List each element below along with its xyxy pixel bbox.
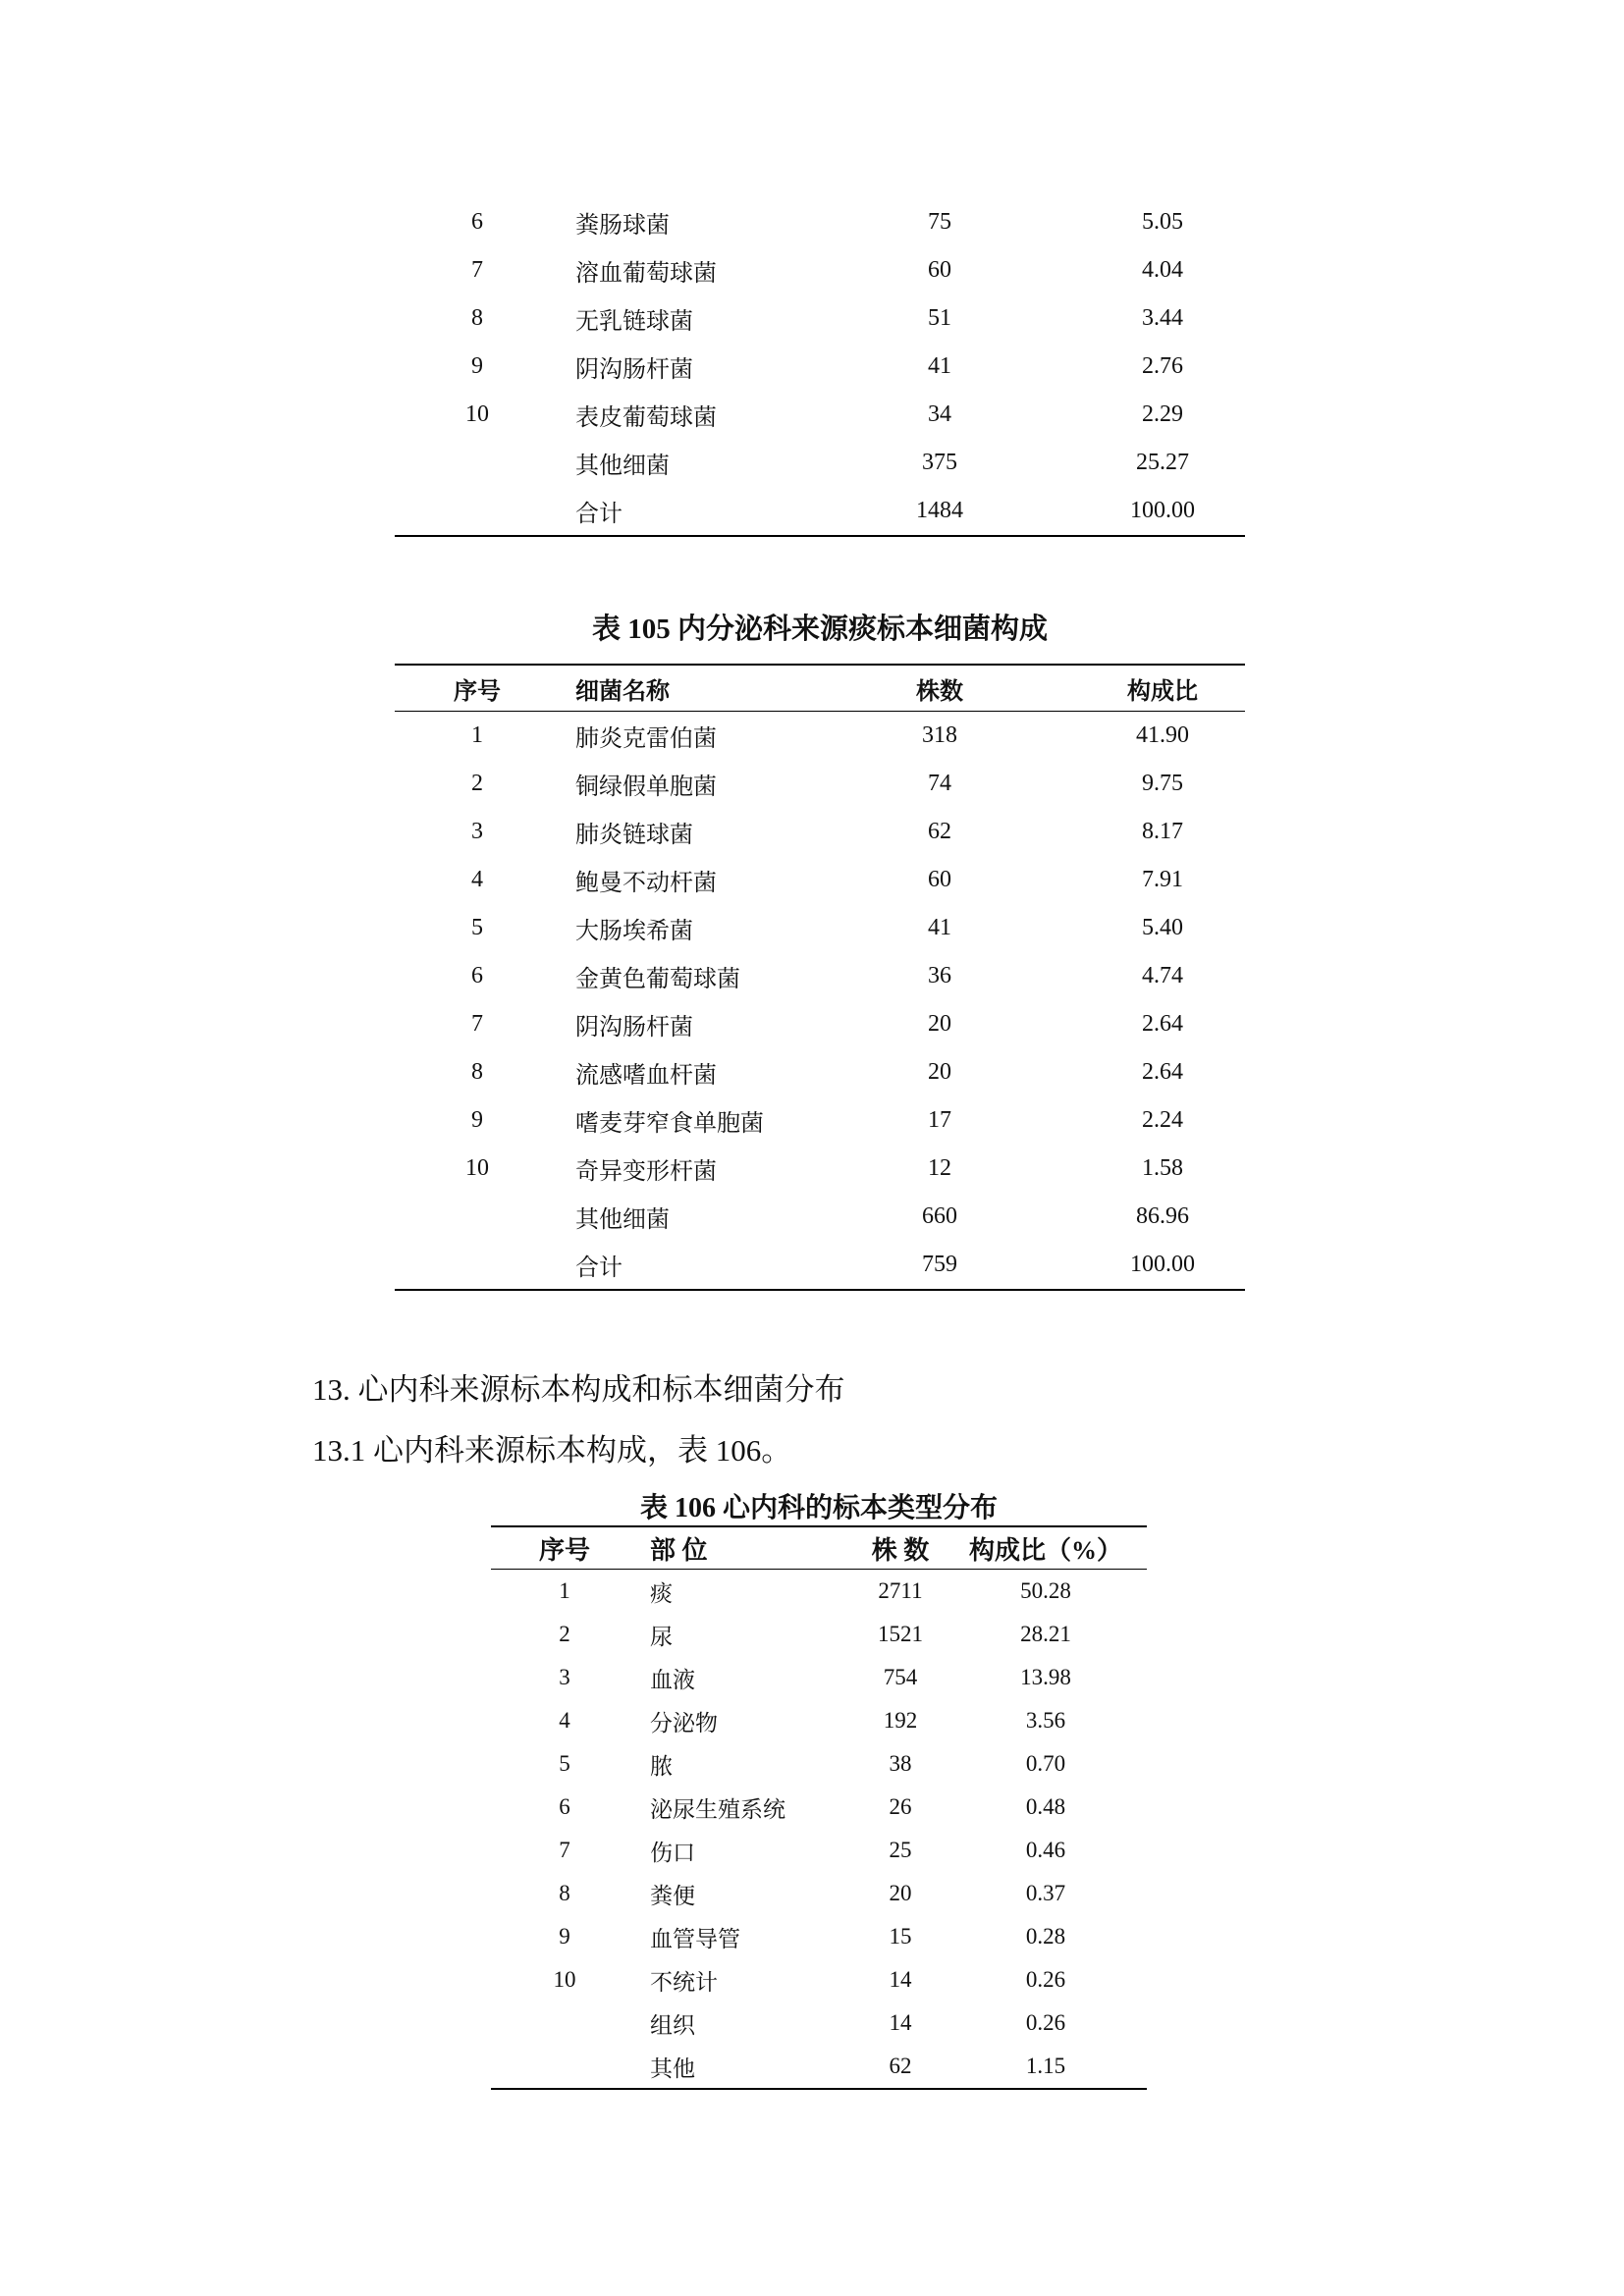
- cell-ratio: 13.98: [1020, 1665, 1071, 1689]
- table-row: [395, 439, 1245, 487]
- cell-count: 60: [928, 257, 951, 283]
- header-ratio: 构成比: [1001, 665, 1245, 712]
- cell-index: 6: [471, 209, 483, 235]
- cell-name: 伤口: [650, 1840, 695, 1865]
- cell-name: 泌尿生殖系统: [650, 1796, 785, 1822]
- cell-name: 铜绿假单胞菌: [575, 774, 717, 800]
- cell-ratio: 86.96: [1136, 1203, 1189, 1229]
- cell-count: 20: [928, 1011, 951, 1037]
- cell-name: 痰: [650, 1580, 673, 1606]
- table-106-title: 表 106 心内科的标本类型分布: [639, 1493, 998, 1523]
- cell-name: 脓: [650, 1753, 673, 1779]
- section-heading-13: 13. 心内科来源标本构成和标本细菌分布: [312, 1372, 845, 1407]
- cell-name: 分泌物: [650, 1710, 718, 1735]
- cell-ratio: 28.21: [1020, 1622, 1071, 1646]
- header-count: 株 数: [856, 1526, 945, 1570]
- cell-name: 肺炎克雷伯菌: [575, 726, 717, 752]
- cell-index: [395, 1241, 560, 1290]
- cell-count: 192: [883, 1708, 918, 1733]
- cell-index: 2: [559, 1622, 570, 1646]
- cell-name: 表皮葡萄球菌: [575, 405, 717, 431]
- cell-index: 9: [471, 353, 483, 379]
- cell-name: 其他: [638, 2045, 856, 2089]
- cell-ratio: 3.56: [1025, 1708, 1066, 1733]
- table-row: [395, 904, 1245, 952]
- cell-count: 318: [922, 722, 957, 748]
- header-site: 部 位: [638, 1526, 856, 1570]
- cell-ratio: 4.74: [1142, 963, 1183, 988]
- table-row: [395, 391, 1245, 439]
- table-row: [395, 760, 1245, 808]
- table-row: [395, 1096, 1245, 1145]
- cell-ratio: 1.58: [1142, 1155, 1183, 1181]
- cell-index: 9: [559, 1924, 570, 1949]
- cell-index: 5: [559, 1751, 570, 1776]
- cell-count: 754: [883, 1665, 918, 1689]
- cell-ratio: 41.90: [1136, 722, 1189, 748]
- cell-index: [491, 2045, 638, 2089]
- cell-count: 51: [928, 305, 951, 331]
- table-row: [395, 1193, 1245, 1241]
- cell-count: 20: [928, 1059, 951, 1085]
- table-row: [491, 1656, 1147, 1699]
- cell-count: 20: [889, 1881, 912, 1905]
- cell-count: 1484: [878, 487, 1001, 536]
- cell-index: [395, 439, 560, 487]
- header-index: 序号: [491, 1526, 638, 1570]
- cell-name: 合计: [560, 1241, 878, 1290]
- cell-index: [395, 1193, 560, 1241]
- cell-name: 尿: [650, 1624, 673, 1649]
- cell-index: 10: [465, 1155, 489, 1181]
- cell-name: 血管导管: [650, 1926, 740, 1951]
- cell-count: 25: [889, 1838, 912, 1862]
- cell-ratio: 25.27: [1136, 450, 1189, 475]
- table-105-title: 表 105 内分泌科来源痰标本细菌构成: [591, 614, 1048, 645]
- table-105-header-row: [395, 665, 1245, 712]
- cell-count: 60: [928, 867, 951, 892]
- continued-table-body: [395, 198, 1245, 536]
- cell-name: 其他细菌: [575, 454, 670, 479]
- table-row: [395, 246, 1245, 294]
- cell-name: 溶血葡萄球菌: [575, 261, 717, 287]
- table-row: [395, 343, 1245, 391]
- header-ratio-percent: 构成比（%）: [945, 1526, 1147, 1570]
- cell-index: 2: [471, 771, 483, 796]
- cell-index: 6: [471, 963, 483, 988]
- table-row: [491, 1872, 1147, 1915]
- header-index: 序号: [395, 665, 560, 712]
- table-row: [395, 198, 1245, 246]
- cell-count: 34: [928, 401, 951, 427]
- table-row: [491, 1699, 1147, 1742]
- cell-index: 7: [559, 1838, 570, 1862]
- cell-index: 8: [471, 1059, 483, 1085]
- cell-ratio: 50.28: [1020, 1578, 1071, 1603]
- table-row: [395, 712, 1245, 761]
- cell-index: 1: [471, 722, 483, 748]
- cell-count: 75: [928, 209, 951, 235]
- cell-ratio: 0.28: [1025, 1924, 1066, 1949]
- section-heading-13-1: 13.1 心内科来源标本构成，表 106。: [312, 1433, 792, 1468]
- table-row: [395, 1000, 1245, 1048]
- table-106-header-row: [491, 1526, 1147, 1570]
- cell-count: 15: [889, 1924, 912, 1949]
- table-row: [491, 1613, 1147, 1656]
- cell-index: 8: [559, 1881, 570, 1905]
- table-106-body: [491, 1570, 1147, 2090]
- cell-name: 奇异变形杆菌: [575, 1159, 717, 1185]
- table-row: [395, 952, 1245, 1000]
- cell-ratio: 0.37: [1025, 1881, 1066, 1905]
- cell-ratio: 2.29: [1142, 401, 1183, 427]
- cell-ratio: 2.76: [1142, 353, 1183, 379]
- cell-ratio: 4.04: [1142, 257, 1183, 283]
- cell-name: 无乳链球菌: [575, 309, 693, 335]
- cell-count: 2711: [878, 1578, 923, 1603]
- table-row: [395, 294, 1245, 343]
- cell-name: 粪肠球菌: [575, 213, 670, 239]
- cell-ratio: 7.91: [1142, 867, 1183, 892]
- cell-index: 4: [471, 867, 483, 892]
- cell-index: 4: [559, 1708, 570, 1733]
- table-row: [395, 487, 1245, 536]
- cell-name: 粪便: [650, 1883, 695, 1908]
- cell-index: 6: [559, 1794, 570, 1819]
- cell-count: 36: [928, 963, 951, 988]
- cell-ratio: 0.26: [1025, 1967, 1066, 1992]
- cell-ratio: 2.24: [1142, 1107, 1183, 1133]
- cell-count: 62: [856, 2045, 945, 2089]
- cell-count: 1521: [878, 1622, 923, 1646]
- table-row: [491, 1915, 1147, 1958]
- cell-ratio: 2.64: [1142, 1011, 1183, 1037]
- cell-ratio: 0.46: [1025, 1838, 1066, 1862]
- cell-name: 不统计: [650, 1969, 718, 1995]
- table-row: [395, 1241, 1245, 1290]
- cell-count: 12: [928, 1155, 951, 1181]
- cell-ratio: 0.70: [1025, 1751, 1066, 1776]
- cell-index: [395, 487, 560, 536]
- cell-count: 74: [928, 771, 951, 796]
- header-count: 株数: [878, 665, 1001, 712]
- cell-ratio: 8.17: [1142, 819, 1183, 844]
- cell-name: 流感嗜血杆菌: [575, 1063, 717, 1089]
- cell-name: 其他细菌: [575, 1207, 670, 1233]
- table-106: [491, 1525, 1147, 2090]
- cell-name: 阴沟肠杆菌: [575, 357, 693, 383]
- cell-ratio: 3.44: [1142, 305, 1183, 331]
- cell-ratio: 5.40: [1142, 915, 1183, 940]
- cell-index: 7: [471, 257, 483, 283]
- table-row: [491, 2002, 1147, 2045]
- cell-ratio: 5.05: [1142, 209, 1183, 235]
- cell-ratio: 1.15: [945, 2045, 1147, 2089]
- table-row: [491, 1742, 1147, 1786]
- cell-index: 10: [465, 401, 489, 427]
- cell-count: 41: [928, 353, 951, 379]
- table-row: [395, 1145, 1245, 1193]
- cell-index: 5: [471, 915, 483, 940]
- cell-count: 17: [928, 1107, 951, 1133]
- table-row: [395, 856, 1245, 904]
- table-row: [491, 1829, 1147, 1872]
- cell-name: 阴沟肠杆菌: [575, 1015, 693, 1041]
- table-row: [491, 1786, 1147, 1829]
- header-bacteria-name: 细菌名称: [560, 665, 878, 712]
- cell-count: 62: [928, 819, 951, 844]
- cell-index: 1: [559, 1578, 570, 1603]
- cell-name: 合计: [560, 487, 878, 536]
- cell-name: 鲍曼不动杆菌: [575, 871, 717, 896]
- cell-name: 嗜麦芽窄食单胞菌: [575, 1111, 764, 1137]
- cell-index: 3: [471, 819, 483, 844]
- table-row: [491, 1958, 1147, 2002]
- table-row: [491, 2045, 1147, 2089]
- cell-ratio: 2.64: [1142, 1059, 1183, 1085]
- cell-count: 26: [889, 1794, 912, 1819]
- cell-ratio: 0.48: [1025, 1794, 1066, 1819]
- table-105: [395, 664, 1245, 1291]
- cell-index: 10: [553, 1967, 576, 1992]
- cell-count: 660: [922, 1203, 957, 1229]
- cell-index: 9: [471, 1107, 483, 1133]
- cell-count: 375: [922, 450, 957, 475]
- cell-ratio: 0.26: [1025, 2010, 1066, 2035]
- cell-count: 41: [928, 915, 951, 940]
- cell-name: 组织: [650, 2012, 695, 2038]
- cell-ratio: 9.75: [1142, 771, 1183, 796]
- table-row: [491, 1570, 1147, 1614]
- cell-name: 金黄色葡萄球菌: [575, 967, 740, 992]
- cell-count: 759: [878, 1241, 1001, 1290]
- cell-index: 3: [559, 1665, 570, 1689]
- table-row: [395, 1048, 1245, 1096]
- cell-count: 14: [889, 1967, 912, 1992]
- cell-ratio: 100.00: [1001, 1241, 1245, 1290]
- cell-index: 8: [471, 305, 483, 331]
- cell-count: 14: [889, 2010, 912, 2035]
- cell-name: 肺炎链球菌: [575, 823, 693, 848]
- cell-count: 38: [889, 1751, 912, 1776]
- cell-index: 7: [471, 1011, 483, 1037]
- cell-ratio: 100.00: [1001, 487, 1245, 536]
- table-105-body: [395, 712, 1245, 1291]
- cell-index: [491, 2002, 638, 2045]
- continued-bacteria-table: [395, 198, 1245, 537]
- cell-name: 大肠埃希菌: [575, 919, 693, 944]
- cell-name: 血液: [650, 1667, 695, 1692]
- table-row: [395, 808, 1245, 856]
